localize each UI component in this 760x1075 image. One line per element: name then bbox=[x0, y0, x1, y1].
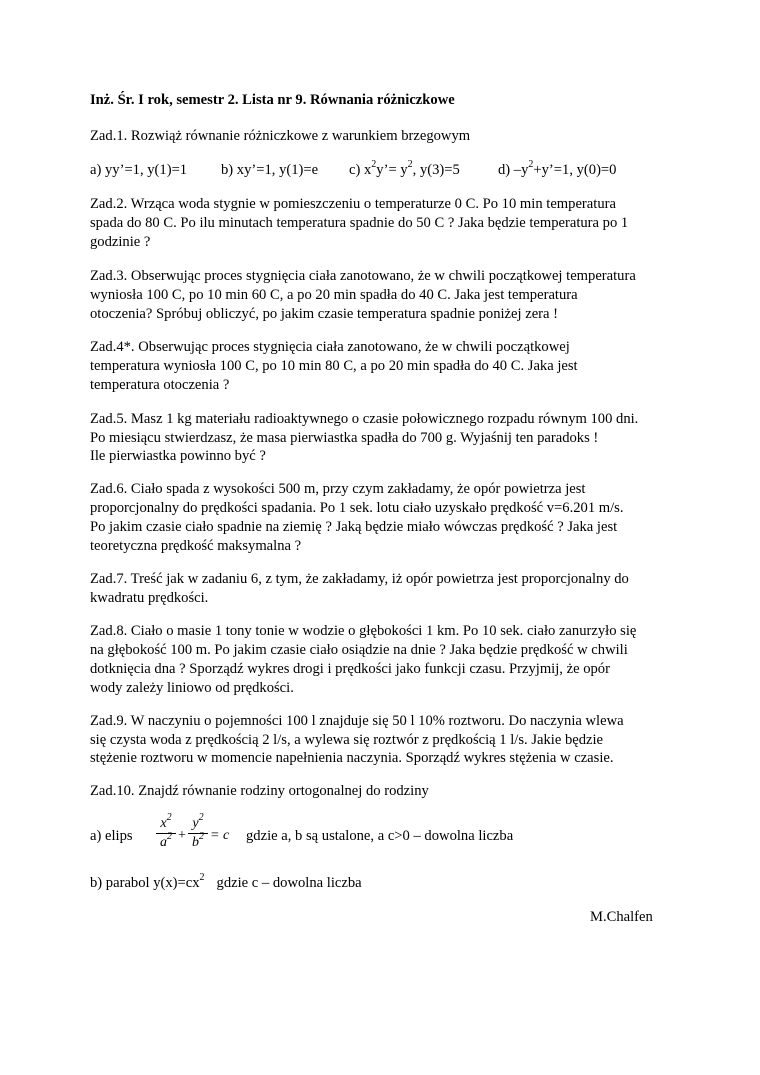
fraction-x2-over-a2: $x^2$ $a^2$ bbox=[156, 815, 176, 852]
task1-a: a) yy’=1, y(1)=1 bbox=[90, 162, 188, 178]
author-signature: M.Chalfen bbox=[590, 909, 653, 925]
task1-intro: Zad.1. Rozwiąż równanie różniczkowe z warunkiem brzegowym bbox=[90, 128, 471, 144]
task9-line-1: Zad.9. W naczyniu o pojemności 100 l znajduje się 50 l 10% roztworu. Do naczynia wlewa bbox=[90, 713, 624, 729]
task3-line-1: Zad.3. Obserwując proces stygnięcia ciała zanotowano, że w chwili początkowej temperatura bbox=[90, 268, 636, 284]
task5-line-1: Zad.5. Masz 1 kg materiału radioaktywnego o czasie połowicznego rozpadu równym 100 dni. bbox=[90, 411, 639, 427]
task2-line-2: spada do 80 C. Po ilu minutach temperatura spadnie do 50 C ? Jaka będzie temperatura po 1 bbox=[90, 215, 629, 231]
task10-a-label: a) elips bbox=[90, 828, 133, 844]
task9-line-2: się czysta woda z prędkością 2 l/s, a wylewa się roztwór z prędkością 1 l/s. Jakie będzie bbox=[90, 732, 604, 748]
task8-line-4: wody zależy liniowo od prędkości. bbox=[90, 680, 294, 696]
fraction-y2-over-b2: $y^2$ $b^2$ bbox=[188, 815, 208, 852]
task2-line-3: godzinie ? bbox=[90, 234, 151, 250]
task3-line-3: otoczenia? Spróbuj obliczyć, po jakim czasie temperatura spadnie poniżej zera ! bbox=[90, 306, 559, 322]
task4-line-2: temperatura wyniosła 100 C, po 10 min 80 C, a po 20 min spadła do 40 C. Jaka jest bbox=[90, 358, 578, 374]
task5-line-2: Po miesiącu stwierdzasz, że masa pierwiastka spadła do 700 g. Wyjaśnij ten paradoks ! bbox=[90, 430, 599, 446]
task4-line-1: Zad.4*. Obserwując proces stygnięcia ciała zanotowano, że w chwili początkowej bbox=[90, 339, 570, 355]
task8-line-2: na głębokość 100 m. Po jakim czasie ciało osiądzie na dnie ? Jaka będzie prędkość w chwili bbox=[90, 642, 628, 658]
task7-line-1: Zad.7. Treść jak w zadaniu 6, z tym, że zakładamy, iż opór powietrza jest proporcjonalny do bbox=[90, 571, 629, 587]
task10-b: b) parabol $y(x)=cx^2$ gdzie c – dowolna liczba bbox=[90, 872, 362, 891]
task8-line-1: Zad.8. Ciało o masie 1 tony tonie w wodzie o głębokości 1 km. Po 10 sek. ciało zanurzyło się bbox=[90, 623, 637, 639]
task7-line-2: kwadratu prędkości. bbox=[90, 590, 209, 606]
task9-line-3: stężenie roztworu w momencie napełnienia naczynia. Sporządź wykres stężenia w czasie. bbox=[90, 750, 614, 766]
task6-line-4: teoretyczna prędkość maksymalna ? bbox=[90, 538, 302, 554]
task6-line-3: Po jakim czasie ciało spadnie na ziemię ? Jaką będzie miało wówczas prędkość ? Jaka jest bbox=[90, 519, 618, 535]
task3-line-2: wyniosła 100 C, po 10 min 60 C, a po 20 min spadła do 40 C. Jaka jest temperatura bbox=[90, 287, 578, 303]
task10-intro: Zad.10. Znajdź równanie rodziny ortogonalnej do rodziny bbox=[90, 783, 429, 799]
task5-line-3: Ile pierwiastka powinno być ? bbox=[90, 448, 266, 464]
task4-line-3: temperatura otoczenia ? bbox=[90, 377, 230, 393]
task10-a-description: gdzie a, b są ustalone, a c>0 – dowolna liczba bbox=[246, 828, 514, 844]
task6-line-1: Zad.6. Ciało spada z wysokości 500 m, przy czym zakładamy, że opór powietrza jest bbox=[90, 481, 586, 497]
task2-line-1: Zad.2. Wrząca woda stygnie w pomieszczeniu o temperaturze 0 C. Po 10 min temperatura bbox=[90, 196, 616, 212]
task1-d: d) $-y^2+y’=1$, y(0)=0 bbox=[498, 159, 617, 178]
page-title: Inż. Śr. I rok, semestr 2. Lista nr 9. Równania różniczkowe bbox=[90, 92, 455, 108]
plus-sign: + bbox=[178, 828, 186, 843]
task1-c: c) $x^2y’= y^2$, y(3)=5 bbox=[349, 159, 460, 178]
task6-line-2: proporcjonalny do prędkości spadania. Po 1 sek. lotu ciało uzyskało prędkość v=6.201 m/s. bbox=[90, 500, 624, 516]
task8-line-3: dotknięcia dna ? Sporządź wykres drogi i prędkości jako funkcji czasu. Przyjmij, że opór bbox=[90, 661, 610, 677]
equals-c: = c bbox=[210, 828, 230, 843]
task1-b: b) xy’=1, y(1)=e bbox=[221, 162, 319, 178]
